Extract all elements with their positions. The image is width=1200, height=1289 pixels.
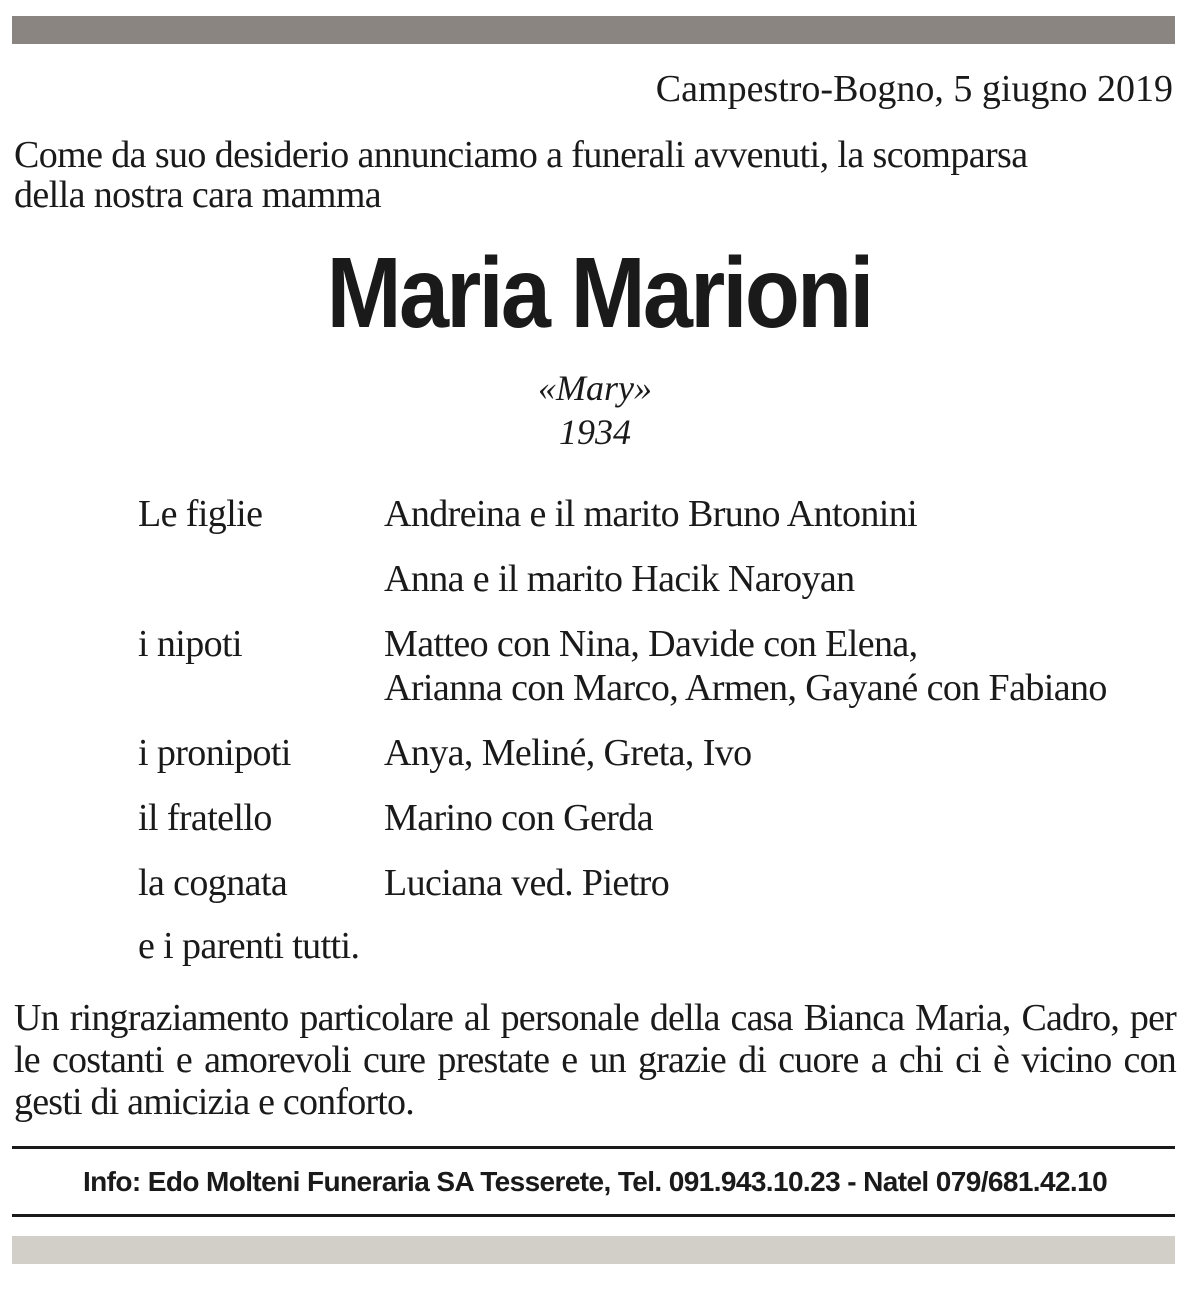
intro-line-1: Come da suo desiderio annunciamo a funerali avvenuti, la scomparsa: [14, 134, 1028, 176]
family-names: [384, 796, 653, 840]
family-row-grandchildren: [138, 622, 1188, 710]
family-role: Le figlie: [138, 493, 263, 535]
family-row-brother: [138, 796, 1188, 840]
intro-line-2: della nostra cara mamma: [14, 174, 382, 216]
intro-text: [14, 135, 1179, 215]
family-names: [384, 492, 917, 536]
bottom-decorative-bar: [12, 1236, 1175, 1264]
family-row-daughters-2: [138, 557, 1188, 601]
family-name-line: Matteo con Nina, Davide con Elena,: [384, 623, 918, 665]
family-name-line: Andreina e il marito Bruno Antonini: [384, 493, 918, 535]
family-role: il fratello: [138, 797, 272, 839]
family-name-line: Anna e il marito Hacik Naroyan: [384, 558, 855, 600]
family-row-sister-in-law: [138, 861, 1188, 905]
top-decorative-bar: [12, 16, 1175, 44]
family-names: [384, 861, 669, 905]
place-date: Campestro-Bogno, 5 giugno 2019: [655, 68, 1173, 110]
family-list: [138, 492, 1188, 926]
family-name-line: Anya, Meliné, Greta, Ivo: [384, 732, 752, 774]
family-role: [138, 557, 384, 601]
family-name-line: Luciana ved. Pietro: [384, 862, 670, 904]
thanks-paragraph: Un ringraziamento particolare al personale della casa Bianca Maria, Cadro, per le costanti e amorevoli cure prestate e un grazie di cuore a chi ci è vicino con gesti di amicizia e conforto.: [14, 997, 1176, 1123]
family-role: la cognata: [138, 862, 288, 904]
family-role: i pronipoti: [138, 732, 291, 774]
family-names: [384, 557, 855, 601]
info-divider-bottom: [12, 1214, 1175, 1217]
info-divider-top: [12, 1146, 1175, 1149]
deceased-nickname: «Mary»: [538, 368, 652, 408]
family-names: [384, 731, 752, 775]
family-name-line: Marino con Gerda: [384, 797, 653, 839]
deceased-name: Maria Marioni: [326, 237, 872, 349]
funeral-home-info: Info: Edo Molteni Funeraria SA Tesserete, Tel. 091.943.10.23 - Natel 079/681.42.10: [82, 1166, 1108, 1197]
deceased-year: 1934: [559, 412, 631, 452]
family-names: [384, 622, 1107, 710]
closing-relatives: e i parenti tutti.: [138, 925, 360, 967]
family-row-daughters: [138, 492, 1188, 536]
family-role: i nipoti: [138, 623, 242, 665]
family-row-great-grandchildren: [138, 731, 1188, 775]
family-name-line: Arianna con Marco, Armen, Gayané con Fabiano: [384, 667, 1107, 709]
